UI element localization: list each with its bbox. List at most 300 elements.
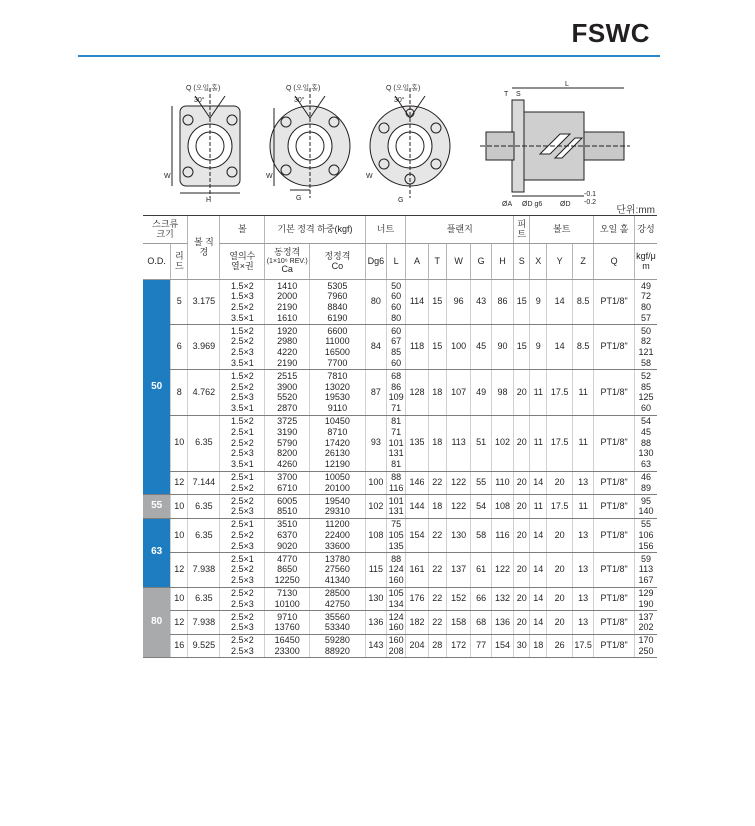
stiffness-cell-value: 106 <box>638 530 654 541</box>
static-load-cell <box>310 518 366 552</box>
circuits-cell <box>220 587 265 611</box>
circuits-cell-value: 1.5×2 <box>230 280 254 291</box>
w-cell: 152 <box>446 587 471 611</box>
s-cell: 20 <box>514 518 530 552</box>
stiffness-cell-value: 57 <box>640 312 651 323</box>
header-fit: 피 트 <box>514 216 530 244</box>
z-cell: 8.5 <box>572 280 593 325</box>
length-cell-value: 116 <box>388 482 404 493</box>
header-stiffness: 강성 <box>634 216 657 244</box>
dg6-cell: 102 <box>365 495 386 519</box>
lead-cell: 12 <box>171 471 188 495</box>
title-rule <box>78 55 660 57</box>
header-bolt: 볼트 <box>530 216 594 244</box>
circuits-cell-value: 1.5×3 <box>230 291 254 302</box>
circuits-cell-value: 2.5×3 <box>230 506 254 517</box>
t-cell: 18 <box>428 415 446 471</box>
stiffness-cell-value: 202 <box>638 622 654 633</box>
stiffness-cell-value: 55 <box>640 519 651 530</box>
header-od: O.D. <box>143 244 171 280</box>
stiffness-cell-value: 72 <box>640 291 651 302</box>
z-cell: 11 <box>572 495 593 519</box>
header-q: Q <box>594 244 635 280</box>
static-load-cell-value: 42750 <box>324 598 350 609</box>
stiffness-cell-value: 46 <box>640 472 651 483</box>
header-stiff-unit: kgf/μ m <box>634 244 657 280</box>
dg6-cell: 100 <box>365 471 386 495</box>
length-cell-value: 134 <box>388 598 404 609</box>
dynamic-load-cell <box>265 370 310 415</box>
length-cell-value: 131 <box>388 506 404 517</box>
circuits-cell-value: 3.5×1 <box>230 459 254 470</box>
a-cell: 144 <box>406 495 428 519</box>
dynamic-load-cell-value: 6710 <box>277 482 298 493</box>
length-cell <box>387 415 406 471</box>
lead-cell: 10 <box>171 415 188 471</box>
header-dynamic-note: (1×10⁶ REV.) <box>266 257 308 265</box>
static-load-cell <box>310 280 366 325</box>
dynamic-load-cell-value: 5790 <box>277 437 298 448</box>
header-oil-hole: 오일 홀 <box>594 216 635 244</box>
dynamic-load-cell <box>265 495 310 519</box>
stiffness-cell-value: 137 <box>638 611 654 622</box>
g-cell: 43 <box>471 280 491 325</box>
s-cell: 15 <box>514 325 530 370</box>
lead-cell: 12 <box>171 553 188 587</box>
static-load-cell <box>310 415 366 471</box>
h-cell: 108 <box>491 495 514 519</box>
length-cell-value: 101 <box>388 437 404 448</box>
dynamic-load-cell-value: 6005 <box>277 495 298 506</box>
y-cell: 26 <box>547 634 573 658</box>
stiffness-cell-value: 129 <box>638 588 654 599</box>
dynamic-load-cell-value: 16450 <box>274 635 300 646</box>
a-cell: 135 <box>406 415 428 471</box>
stiffness-cell-value: 121 <box>638 347 654 358</box>
table-row <box>143 495 657 519</box>
circuits-cell <box>220 471 265 495</box>
static-load-cell <box>310 471 366 495</box>
length-cell-value: 75 <box>391 519 402 530</box>
z-cell: 17.5 <box>572 634 593 658</box>
static-load-cell-value: 88920 <box>324 646 350 657</box>
length-cell-value: 160 <box>388 575 404 586</box>
circuits-cell-value: 3.5×1 <box>230 403 254 414</box>
table-row <box>143 325 657 370</box>
y-cell: 20 <box>547 587 573 611</box>
length-cell-value: 60 <box>391 325 402 336</box>
circuits-cell-value: 2.5×3 <box>230 540 254 551</box>
g-cell: 54 <box>471 495 491 519</box>
header-ball: 볼 <box>220 216 265 244</box>
stiffness-cell <box>634 280 657 325</box>
x-cell: 9 <box>530 280 547 325</box>
length-cell <box>387 553 406 587</box>
header-dg6: Dg6 <box>365 244 386 280</box>
g-cell: 58 <box>471 518 491 552</box>
x-cell: 14 <box>530 471 547 495</box>
oil-hole-label-3: Q (오일 홀) <box>386 85 421 92</box>
stiffness-cell-value: 52 <box>640 370 651 381</box>
table-row <box>143 634 657 658</box>
circuits-cell <box>220 325 265 370</box>
table-row <box>143 415 657 471</box>
dynamic-load-cell <box>265 325 310 370</box>
g-label-3: G <box>398 197 404 204</box>
dynamic-load-cell-value: 6370 <box>277 530 298 541</box>
a-cell: 118 <box>406 325 428 370</box>
q-cell: PT1/8" <box>594 370 635 415</box>
dynamic-load-cell-value: 3900 <box>277 381 298 392</box>
ball-dia-cell: 4.762 <box>188 370 220 415</box>
dynamic-load-cell-value: 2190 <box>277 302 298 313</box>
static-load-cell-value: 5305 <box>327 280 348 291</box>
a-cell: 154 <box>406 518 428 552</box>
q-cell: PT1/8" <box>594 587 635 611</box>
length-cell <box>387 634 406 658</box>
oil-hole-label-2: Q (오일 홀) <box>286 85 321 92</box>
dynamic-load-cell-value: 4220 <box>277 347 298 358</box>
static-load-cell <box>310 634 366 658</box>
header-a: A <box>406 244 428 280</box>
lead-cell: 10 <box>171 495 188 519</box>
q-cell: PT1/8" <box>594 495 635 519</box>
s-cell: 20 <box>514 415 530 471</box>
a-cell: 204 <box>406 634 428 658</box>
a-cell: 176 <box>406 587 428 611</box>
stiffness-cell-value: 82 <box>640 336 651 347</box>
y-cell: 20 <box>547 553 573 587</box>
stiffness-cell-value: 45 <box>640 426 651 437</box>
header-load: 기본 정격 하중(kgf) <box>265 216 365 244</box>
a-cell: 128 <box>406 370 428 415</box>
circuits-cell-value: 2.5×1 <box>230 553 254 564</box>
circuits-cell-value: 2.5×3 <box>230 347 254 358</box>
header-screw-size: 스크류 크기 <box>143 216 188 244</box>
circuits-cell-value: 2.5×2 <box>230 381 254 392</box>
h-cell: 102 <box>491 415 514 471</box>
stiffness-cell <box>634 415 657 471</box>
dynamic-load-cell-value: 1610 <box>277 312 298 323</box>
g-cell: 61 <box>471 553 491 587</box>
y-cell: 17.5 <box>547 495 573 519</box>
dg6-cell: 80 <box>365 280 386 325</box>
dynamic-load-cell <box>265 634 310 658</box>
h-cell: 154 <box>491 634 514 658</box>
ball-dia-cell: 7.938 <box>188 553 220 587</box>
static-load-cell-value: 27560 <box>324 564 350 575</box>
s-cell: 30 <box>514 634 530 658</box>
length-cell-value: 71 <box>391 403 402 414</box>
length-cell-value: 135 <box>388 540 404 551</box>
static-load-cell-value: 59280 <box>324 635 350 646</box>
q-cell: PT1/8" <box>594 553 635 587</box>
length-cell-value: 88 <box>391 472 402 483</box>
header-dynamic-label: 동정격 <box>274 247 301 257</box>
static-load-cell-value: 8840 <box>327 302 348 313</box>
y-cell: 20 <box>547 611 573 635</box>
g-cell: 45 <box>471 325 491 370</box>
length-cell <box>387 325 406 370</box>
static-load-cell-value: 11200 <box>325 519 350 530</box>
t-cell: 22 <box>428 553 446 587</box>
static-load-cell-value: 7960 <box>327 291 348 302</box>
side-t-label: T <box>504 91 509 98</box>
dynamic-load-cell-value: 2190 <box>277 358 298 369</box>
g-cell: 66 <box>471 587 491 611</box>
dynamic-load-cell <box>265 471 310 495</box>
w-cell: 137 <box>446 553 471 587</box>
stiffness-cell-value: 125 <box>638 392 654 403</box>
y-cell: 17.5 <box>547 370 573 415</box>
length-cell-value: 86 <box>391 381 402 392</box>
static-load-cell-value: 10450 <box>324 416 350 427</box>
length-cell-value: 88 <box>391 553 402 564</box>
header-x: X <box>530 244 547 280</box>
circuits-cell <box>220 280 265 325</box>
w-cell: 122 <box>446 495 471 519</box>
circuits-cell-value: 2.5×3 <box>230 448 254 459</box>
header-static-label: 정정격 <box>324 250 351 261</box>
h-cell: 98 <box>491 370 514 415</box>
length-cell-value: 131 <box>388 448 404 459</box>
dg6-cell: 143 <box>365 634 386 658</box>
t-cell: 22 <box>428 611 446 635</box>
static-load-cell <box>310 325 366 370</box>
static-load-cell-value: 20100 <box>324 482 350 493</box>
stiffness-cell-value: 140 <box>638 506 654 517</box>
ball-dia-cell: 3.175 <box>188 280 220 325</box>
header-y: Y <box>547 244 573 280</box>
q-cell: PT1/8" <box>594 415 635 471</box>
stiffness-cell-value: 95 <box>640 495 651 506</box>
x-cell: 11 <box>530 415 547 471</box>
static-load-cell-value: 33600 <box>324 540 350 551</box>
table-row <box>143 553 657 587</box>
stiffness-cell-value: 190 <box>638 598 654 609</box>
x-cell: 9 <box>530 325 547 370</box>
circuits-cell <box>220 611 265 635</box>
header-nut: 너트 <box>365 216 406 244</box>
circuits-cell-value: 2.5×2 <box>230 588 254 599</box>
z-cell: 13 <box>572 518 593 552</box>
length-cell <box>387 370 406 415</box>
w-label-2: W <box>266 173 273 180</box>
flange-view-round <box>270 88 350 198</box>
table-row <box>143 280 657 325</box>
dynamic-load-cell <box>265 415 310 471</box>
od-cell: 80 <box>143 587 171 658</box>
ball-dia-cell: 6.35 <box>188 415 220 471</box>
circuits-cell-value: 2.5×3 <box>230 646 254 657</box>
t-cell: 18 <box>428 370 446 415</box>
circuits-cell-value: 2.5×1 <box>230 519 254 530</box>
h-cell: 132 <box>491 587 514 611</box>
header-ball-dia: 볼 직 경 <box>188 216 220 280</box>
od-cell: 50 <box>143 280 171 495</box>
table-row <box>143 611 657 635</box>
y-cell: 14 <box>547 325 573 370</box>
length-cell <box>387 495 406 519</box>
ball-dia-cell: 9.525 <box>188 634 220 658</box>
dynamic-load-cell-value: 12250 <box>274 575 300 586</box>
spec-table-body <box>143 280 657 658</box>
static-load-cell-value: 6600 <box>327 325 348 336</box>
circuits-cell-value: 2.5×2 <box>230 564 254 575</box>
stiffness-cell-value: 156 <box>638 540 654 551</box>
ball-dia-cell: 6.35 <box>188 495 220 519</box>
stiffness-cell-value: 60 <box>640 403 651 414</box>
stiffness-cell <box>634 495 657 519</box>
circuits-cell <box>220 495 265 519</box>
x-cell: 11 <box>530 495 547 519</box>
length-cell-value: 68 <box>391 370 402 381</box>
s-cell: 20 <box>514 553 530 587</box>
dynamic-load-cell-value: 2000 <box>277 291 298 302</box>
static-load-cell <box>310 587 366 611</box>
length-cell-value: 60 <box>391 302 402 313</box>
lead-cell: 10 <box>171 518 188 552</box>
static-load-cell-value: 19540 <box>324 495 350 506</box>
dg6-cell: 108 <box>365 518 386 552</box>
length-cell <box>387 611 406 635</box>
circuits-cell <box>220 634 265 658</box>
length-cell-value: 124 <box>388 611 404 622</box>
z-cell: 13 <box>572 611 593 635</box>
side-dg6-label: ØD g6 <box>522 201 543 208</box>
lead-cell: 10 <box>171 587 188 611</box>
length-cell-value: 81 <box>391 416 402 427</box>
circuits-cell-value: 2.5×2 <box>230 437 254 448</box>
header-co: Co <box>331 260 344 271</box>
circuits-cell-value: 1.5×2 <box>230 370 254 381</box>
dynamic-load-cell-value: 4770 <box>277 553 298 564</box>
static-load-cell-value: 22400 <box>324 530 350 541</box>
length-cell-value: 160 <box>388 622 404 633</box>
static-load-cell-value: 7810 <box>327 370 348 381</box>
static-load-cell <box>310 495 366 519</box>
z-cell: 13 <box>572 553 593 587</box>
circuits-cell <box>220 553 265 587</box>
w-cell: 107 <box>446 370 471 415</box>
static-load-cell-value: 26130 <box>324 448 350 459</box>
lead-cell: 16 <box>171 634 188 658</box>
dynamic-load-cell-value: 5520 <box>277 392 298 403</box>
static-load-cell <box>310 370 366 415</box>
x-cell: 14 <box>530 518 547 552</box>
static-load-cell-value: 53340 <box>324 622 350 633</box>
dynamic-load-cell-value: 2980 <box>277 336 298 347</box>
stiffness-cell-value: 80 <box>640 302 651 313</box>
a-cell: 114 <box>406 280 428 325</box>
header-s: S <box>514 244 530 280</box>
dynamic-load-cell <box>265 518 310 552</box>
q-cell: PT1/8" <box>594 471 635 495</box>
side-a-label: ØA <box>502 201 513 208</box>
q-cell: PT1/8" <box>594 611 635 635</box>
stiffness-cell-value: 167 <box>638 575 654 586</box>
dynamic-load-cell-value: 9020 <box>277 540 298 551</box>
header-lead: 리드 <box>171 244 188 280</box>
dg6-cell: 130 <box>365 587 386 611</box>
lead-cell: 5 <box>171 280 188 325</box>
length-cell-value: 105 <box>388 588 404 599</box>
length-cell-value: 60 <box>391 291 402 302</box>
stiffness-cell-value: 63 <box>640 459 651 470</box>
circuits-cell-value: 2.5×3 <box>230 575 254 586</box>
dg6-cell: 93 <box>365 415 386 471</box>
table-row <box>143 518 657 552</box>
q-cell: PT1/8" <box>594 325 635 370</box>
w-label-1: W <box>164 173 171 180</box>
q-cell: PT1/8" <box>594 518 635 552</box>
header-z: Z <box>572 244 593 280</box>
stiffness-cell-value: 89 <box>640 482 651 493</box>
spec-table <box>143 215 657 658</box>
oil-hole-label-1: Q (오일 홀) <box>186 85 221 92</box>
static-load-cell <box>310 611 366 635</box>
static-load-cell <box>310 553 366 587</box>
w-cell: 130 <box>446 518 471 552</box>
header-circuits: 열의수 열×권 <box>220 244 265 280</box>
s-cell: 20 <box>514 611 530 635</box>
length-cell-value: 67 <box>391 336 402 347</box>
t-cell: 15 <box>428 280 446 325</box>
table-row <box>143 587 657 611</box>
x-cell: 18 <box>530 634 547 658</box>
stiffness-cell-value: 250 <box>638 646 654 657</box>
dg6-cell: 136 <box>365 611 386 635</box>
w-cell: 172 <box>446 634 471 658</box>
q-cell: PT1/8" <box>594 634 635 658</box>
angle-label-3: 30° <box>394 97 405 104</box>
dynamic-load-cell-value: 3700 <box>277 472 298 483</box>
static-load-cell-value: 29310 <box>324 506 350 517</box>
static-load-cell-value: 19530 <box>324 392 350 403</box>
h-cell: 116 <box>491 518 514 552</box>
stiffness-cell-value: 49 <box>640 280 651 291</box>
g-cell: 68 <box>471 611 491 635</box>
x-cell: 11 <box>530 370 547 415</box>
stiffness-cell-value: 54 <box>640 416 651 427</box>
w-cell: 113 <box>446 415 471 471</box>
length-cell-value: 60 <box>391 358 402 369</box>
static-load-cell-value: 41340 <box>324 575 350 586</box>
stiffness-cell-value: 58 <box>640 358 651 369</box>
q-cell: PT1/8" <box>594 280 635 325</box>
h-label: H <box>206 197 212 204</box>
lead-cell: 12 <box>171 611 188 635</box>
dynamic-load-cell-value: 9710 <box>277 611 298 622</box>
flange-view-round-6 <box>370 88 450 198</box>
circuits-cell-value: 3.5×1 <box>230 312 254 323</box>
nut-side-view <box>480 88 630 196</box>
w-label-3: W <box>366 173 373 180</box>
dynamic-load-cell-value: 1920 <box>277 325 298 336</box>
a-cell: 161 <box>406 553 428 587</box>
s-cell: 20 <box>514 471 530 495</box>
z-cell: 8.5 <box>572 325 593 370</box>
side-tol-lower: -0.2 <box>584 199 597 206</box>
static-load-cell-value: 8710 <box>327 426 348 437</box>
t-cell: 15 <box>428 325 446 370</box>
z-cell: 11 <box>572 370 593 415</box>
length-cell <box>387 518 406 552</box>
dynamic-load-cell-value: 8510 <box>277 506 298 517</box>
circuits-cell-value: 2.5×3 <box>230 622 254 633</box>
length-cell <box>387 280 406 325</box>
circuits-cell-value: 3.5×1 <box>230 358 254 369</box>
